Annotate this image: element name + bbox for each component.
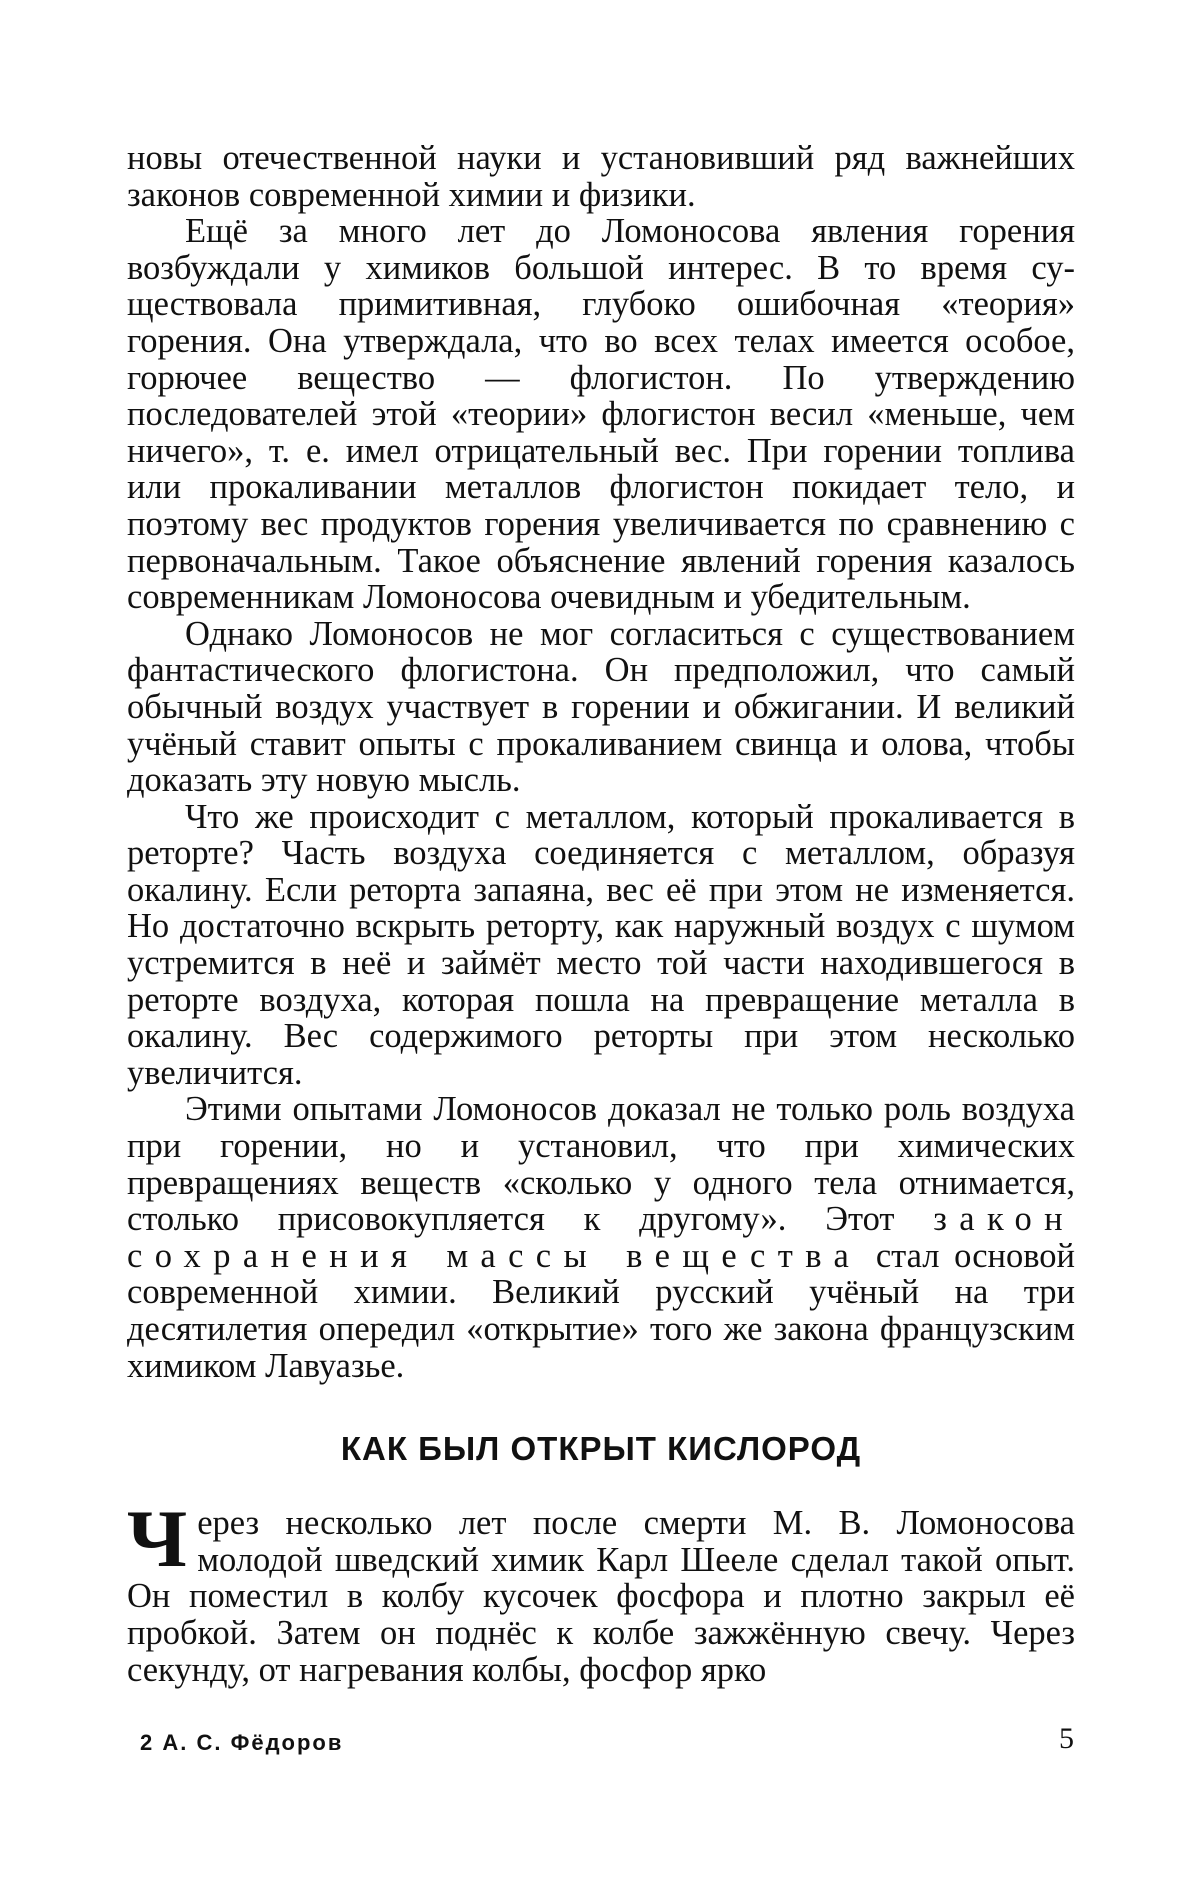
conservation-law-text-start: Этими опытами Ломоносов доказал не только роль воздуха при горении, но и установил, что при химических превращениях веществ «сколько у одного тела отнимается, столько присовокупляется к другому». Этот — [127, 1090, 1075, 1239]
conservation-law-emphasis: закон сохранения массы вещества — [127, 1200, 1076, 1275]
paragraph-scheele — [127, 1493, 1075, 1689]
paragraph-retort: Что же происходит с металлом, который прокаливается в реторте? Часть воздуха соединяется с металлом, образуя окалину. Если реторта запаяна, вес её при этом не изменяется. Но достаточно вскрыть реторту, как наружный воздух с шумом устремится в неё и займёт место той части находившегося в реторте воздуха, которая пошла на превращение металла в окалину. Вес содержимого реторты при этом несколько увеличится. — [127, 797, 1075, 1092]
paragraph-conservation-law — [127, 1091, 1075, 1384]
printer-signature: 2 А. С. Фёдоров — [140, 1730, 344, 1755]
paragraph-continuation: новы отечественной науки и установивший ряд важнейших законов современной химии и физики. — [127, 139, 1075, 214]
conservation-law-text-end: стал основой современной химии. Великий русский учёный на три десятилетия опередил «открытие» того же закона французским химиком Лавуазье. — [127, 1236, 1076, 1385]
page-number: 5 — [1059, 1722, 1074, 1755]
drop-cap: Ч — [127, 1493, 188, 1585]
page-text — [127, 140, 1075, 1688]
paragraph-lomonosov-doubt: Однако Ломоносов не мог согласиться с существованием фантастического флогистона. Он предположил, что самый обычный воздух участвует в горении и обжигании. И великий учёный ставит опыты с прокаливанием свинца и олова, чтобы доказать эту новую мысль. — [127, 614, 1075, 800]
section-heading: КАК БЫЛ ОТКРЫТ КИСЛОРОД — [340, 1430, 862, 1468]
scheele-text: ерез несколько лет после смерти М. В. Ломоносова молодой шведский химик Карл Шееле сделал такой опыт. Он поместил в колбу кусочек фосфора и плотно закрыл её пробкой. Затем он поднёс к колбе зажжённую свечу. Через секунду, от нагревания колбы, фосфор ярко — [127, 1504, 1075, 1689]
page-footer — [140, 1722, 1074, 1762]
paragraph-phlogiston: Ещё за много лет до Ломоносова явления горения возбуждали у химиков большой интерес. В то время существовала примитивная, глубоко ошибочная «теория» горения. Она утверждала, что во всех телах имеется особое, горючее вещество — флогистон. По утверждению последователей этой «теории» флогистон весил «меньше, чем ничего», т. е. имел отрицательный вес. При горении топлива или прокаливании металлов флогистон покидает тело, и поэтому вес продуктов горения увеличивается по сравнению с первоначальным. Такое объяснение явлений горения казалось современникам Ломоносова очевидным и убедительным. — [127, 212, 1075, 617]
